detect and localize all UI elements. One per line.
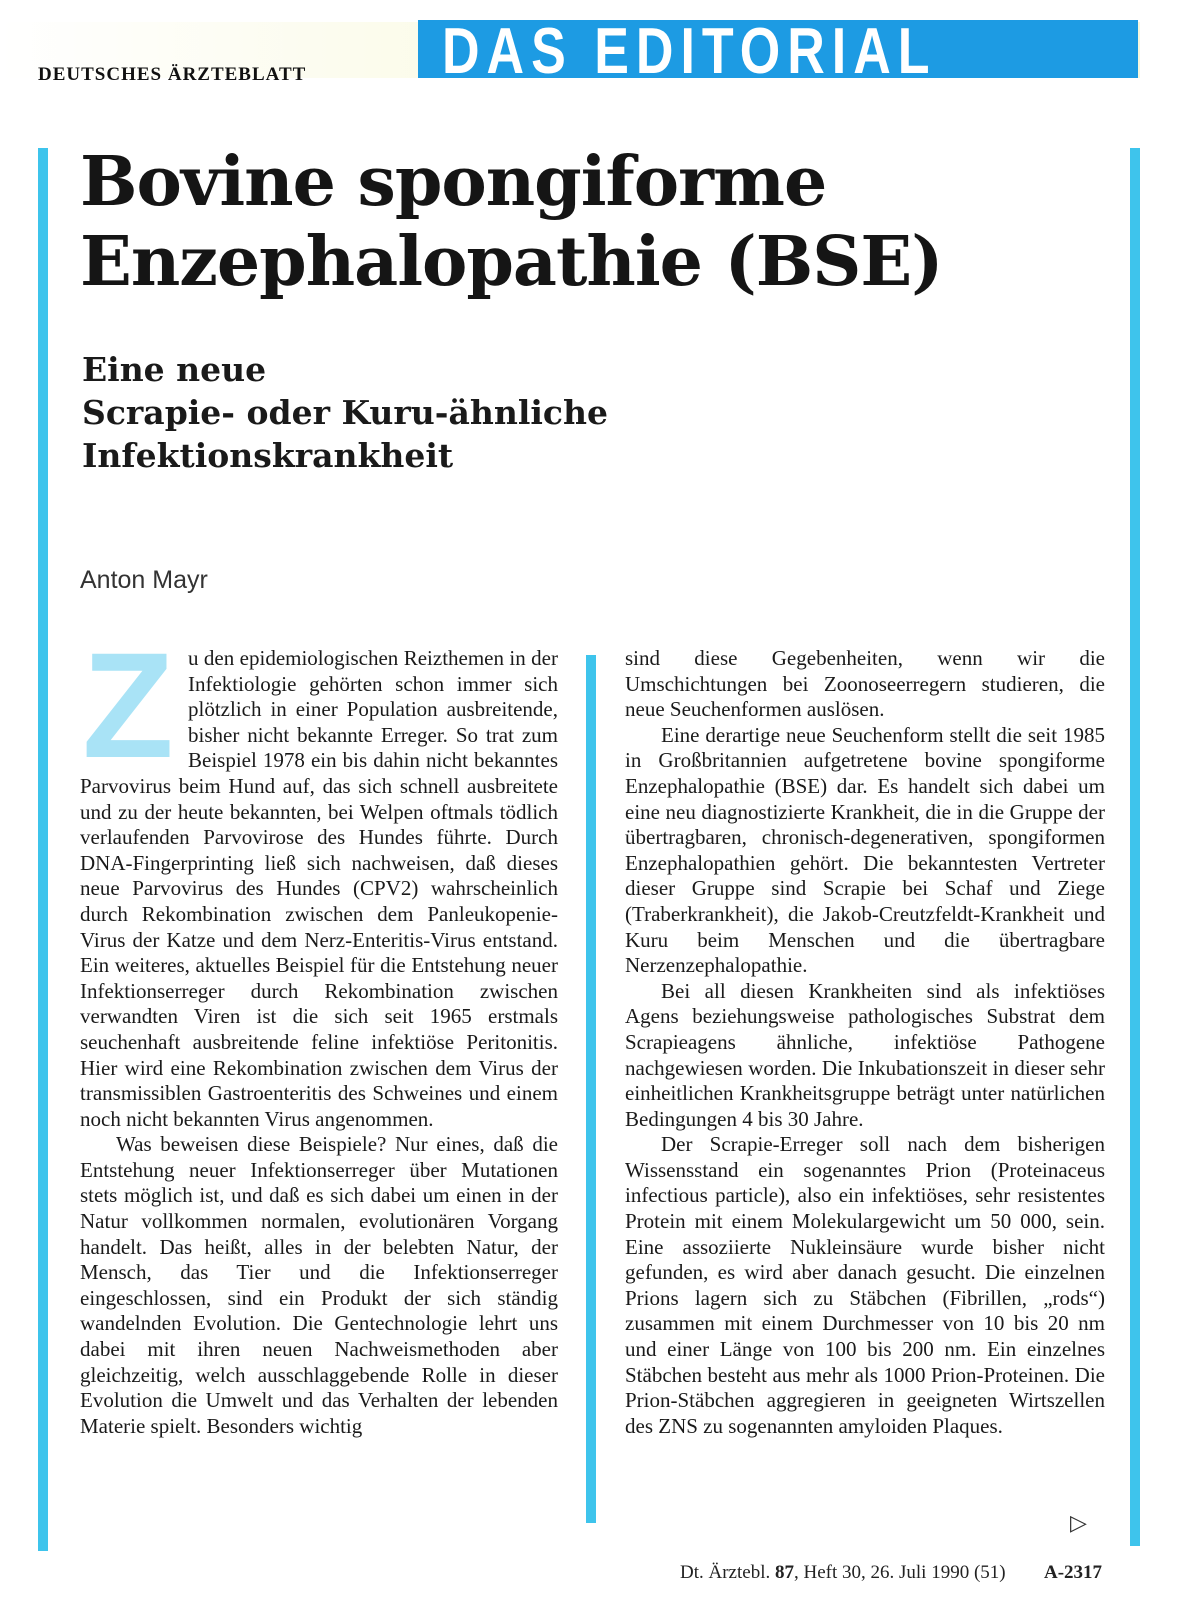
subtitle-line: Infektionskrankheit	[82, 436, 454, 475]
footer-citation	[680, 1562, 1006, 1584]
paragraph: sind diese Gegebenheiten, wenn wir die Umschichtungen bei Zoonoseerregern studieren, die neue Seuchenformen auslösen.	[625, 646, 1105, 722]
journal-name: DEUTSCHES ÄRZTEBLATT	[38, 64, 307, 85]
citation-suffix: , Heft 30, 26. Juli 1990 (51)	[793, 1562, 1006, 1583]
continue-arrow-icon: ▷	[1070, 1510, 1087, 1535]
subtitle-line: Scrapie- oder Kuru-ähnliche	[82, 393, 608, 432]
drop-cap: Z	[82, 621, 174, 789]
column-divider-bar	[586, 655, 596, 1523]
paragraph: Bei all diesen Krankheiten sind als infektiöses Agens beziehungsweise pathologisches Substrat dem Scrapieagens ähnliche, infektiöse Pathogene nachgewiesen worden. Die Inkubationszeit in dieser sehr einheitlichen Krankheitsgruppe beträgt unter natürlichen Bedingungen 4 bis 30 Jahre.	[625, 978, 1105, 1131]
author-name: Anton Mayr	[80, 566, 208, 594]
subtitle-line: Eine neue	[82, 350, 267, 389]
citation-prefix: Dt. Ärztebl.	[680, 1562, 775, 1583]
paragraph: Der Scrapie-Erreger soll nach dem bisherigen Wissensstand ein sogenanntes Prion (Proteinaceus infectious particle), also ein infektiöses, sehr resistentes Protein mit einem Molekulargewicht um 50 000, sein. Eine assoziierte Nukleinsäure wurde bisher nicht gefunden, es wird aber danach gesucht. Die einzelnen Prions lagern sich zu Stäbchen (Fibrillen, „rods“) zusammen mit einem Durchmesser von 10 bis 20 nm und einer Länge von 100 bis 200 nm. Ein einzelnes Stäbchen besteht aus mehr als 1000 Prion-Proteinen. Die Prion-Stäbchen aggregieren in geeigneten Wirtszellen des ZNS zu sogenannten amyloiden Plaques.	[625, 1132, 1105, 1438]
left-accent-bar	[38, 148, 48, 1551]
citation-volume: 87	[774, 1562, 794, 1583]
paragraph: Was beweisen diese Beispiele? Nur eines, daß die Entstehung neuer Infektionserreger über Mutationen stets möglich ist, und daß es sich dabei um einen in der Natur vollkommen normalen, evolutionären Vorgang handelt. Das heißt, alles in der belebten Natur, der Mensch, das Tier und die Infektionserreger eingeschlossen, sind ein Produkt der sich ständig wandelnden Evolution. Die Gentechnologie lehrt uns dabei mit ihren neuen Nachweismethoden aber gleichzeitig, welch ausschlaggebende Rolle in dieser Evolution die Umwelt und das Verhalten der lebenden Materie spielt. Besonders wichtig	[80, 1132, 558, 1438]
page-number: A-2317	[1044, 1562, 1103, 1583]
article-title: Bovine spongiforme Enzephalopathie (BSE)	[80, 142, 943, 302]
paragraph	[80, 621, 558, 1132]
paragraph-text: u den epidemiologischen Reizthemen in der Infektiologie gehörten schon immer sich plötzlich in einer Population ausbreitende, bisher nicht bekannte Erreger. So trat zum Beispiel 1978 ein bis dahin nicht bekanntes Parvovirus beim Hund auf, das sich schnell ausbreitete und zu der heute bekannten, bei Welpen oftmals tödlich verlaufenden Parvovirose des Hundes führte. Durch DNA-Fingerprinting ließ sich nachweisen, daß dieses neue Parvovirus des Hundes (CPV2) wahrscheinlich durch Rekombination zwischen dem Panleukopenie-Virus der Katze und dem Nerz-Enteritis-Virus entstand. Ein weiteres, aktuelles Beispiel für die Entstehung neuer Infektionserreger durch Rekombination zwischen verwandten Viren ist die sich seit 1965 erstmals seuchenhaft ausbreitende feline infektiöse Peritonitis. Hier wird eine Rekombination zwischen dem Virus der transmissiblen Gastroenteritis des Schweines und einem noch nicht bekannten Virus angenommen.	[80, 646, 558, 1131]
article-subtitle	[82, 348, 982, 477]
right-accent-bar	[1130, 148, 1140, 1546]
section-label: DAS EDITORIAL	[442, 15, 937, 88]
text-column-left	[80, 621, 558, 1439]
text-column-right	[625, 646, 1105, 1439]
paragraph: Eine derartige neue Seuchenform stellt die seit 1985 in Großbritannien aufgetretene bovine spongiforme Enzephalopathie (BSE) dar. Es handelt sich dabei um eine neu diagnostizierte Krankheit, die in die Gruppe der übertragbaren, chronisch-degenerativen, spongiformen Enzephalopathien gehört. Die bekanntesten Vertreter dieser Gruppe sind Scrapie bei Schaf und Ziege (Traberkrankheit), die Jakob-Creutzfeldt-Krankheit und Kuru beim Menschen und die übertragbare Nerzenzephalopathie.	[625, 722, 1105, 978]
